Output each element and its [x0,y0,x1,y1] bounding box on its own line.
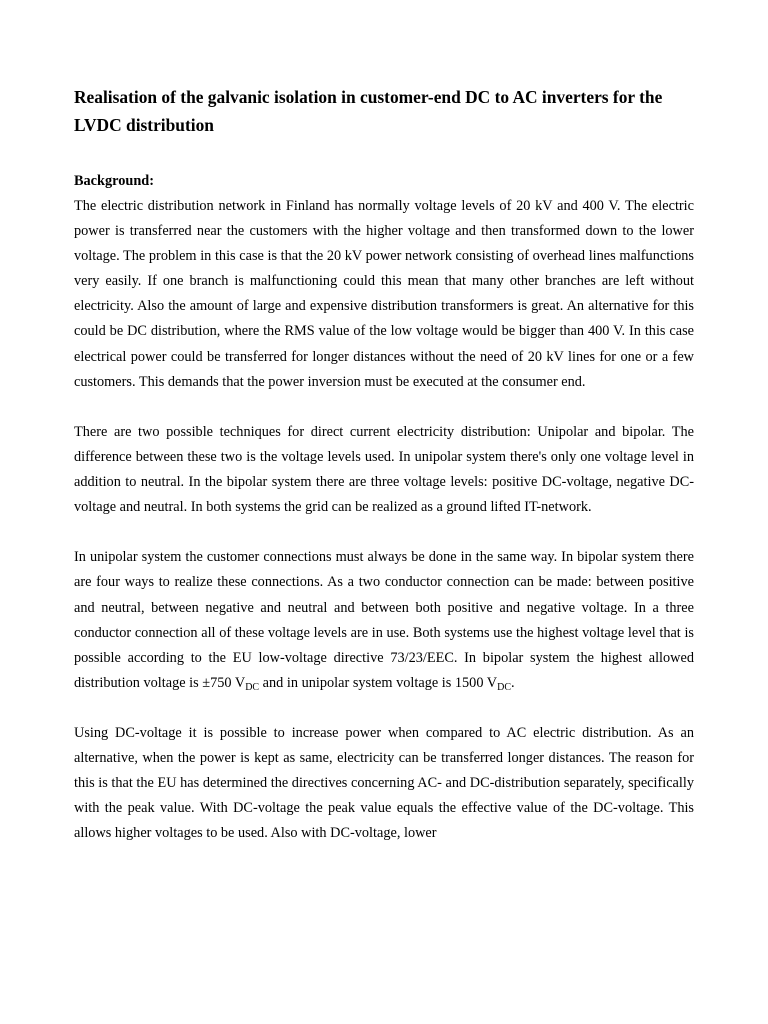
paragraph-3-text-b: and in unipolar system voltage is 1500 V [259,674,498,691]
paragraph-3 [74,545,694,696]
document-page [74,83,694,846]
subscript-dc: DC [497,681,512,693]
subscript-dc: DC [245,681,260,693]
paragraph-3-text-a: In unipolar system the customer connections must always be done in the same way. In bipolar system there are four ways to realize these connections. As a two conductor connection can be made: between positive and neutral, between negative and neutral and between both positive and negative voltage. In a three conductor connection all of these voltage levels are in use. Both systems use the highest voltage level that is possible according to the EU low-voltage directive 73/23/EEC. In bipolar system the highest allowed distribution voltage is ±750 V [74,549,694,691]
paragraph-3-text-c: . [511,674,515,691]
section-heading-background: Background: [74,173,154,189]
paragraph-4: Using DC-voltage it is possible to increase power when compared to AC electric distribution. As an alternative, when the power is kept as same, electricity can be transferred longer distances. The reason for this is that the EU has determined the directives concerning AC- and DC-distribution separately, specifically with the peak value. With DC-voltage the peak value equals the effective value of the DC-voltage. This allows higher voltages to be used. Also with DC-voltage, lower [74,724,694,842]
paragraph-2: There are two possible techniques for direct current electricity distribution: Unipolar and bipolar. The difference between these two is the voltage levels used. In unipolar system there's only one voltage level in addition to neutral. In the bipolar system there are three voltage levels: positive DC-voltage, negative DC-voltage and neutral. In both systems the grid can be realized as a ground lifted IT-network. [74,423,694,516]
paragraph-1: The electric distribution network in Finland has normally voltage levels of 20 kV and 400 V. The electric power is transferred near the customers with the higher voltage and then transformed down to the lower voltage. The problem in this case is that the 20 kV power network consisting of overhead lines malfunctions very easily. If one branch is malfunctioning could this mean that many other branches are left without electricity. Also the amount of large and expensive distribution transformers is great. An alternative for this could be DC distribution, where the RMS value of the low voltage would be bigger than 400 V. In this case electrical power could be transferred for longer distances without the need of 20 kV lines for one or a few customers. This demands that the power inversion must be executed at the consumer end. [74,198,694,390]
document-title: Realisation of the galvanic isolation in customer-end DC to AC inverters for the LVDC distribution [74,87,663,135]
